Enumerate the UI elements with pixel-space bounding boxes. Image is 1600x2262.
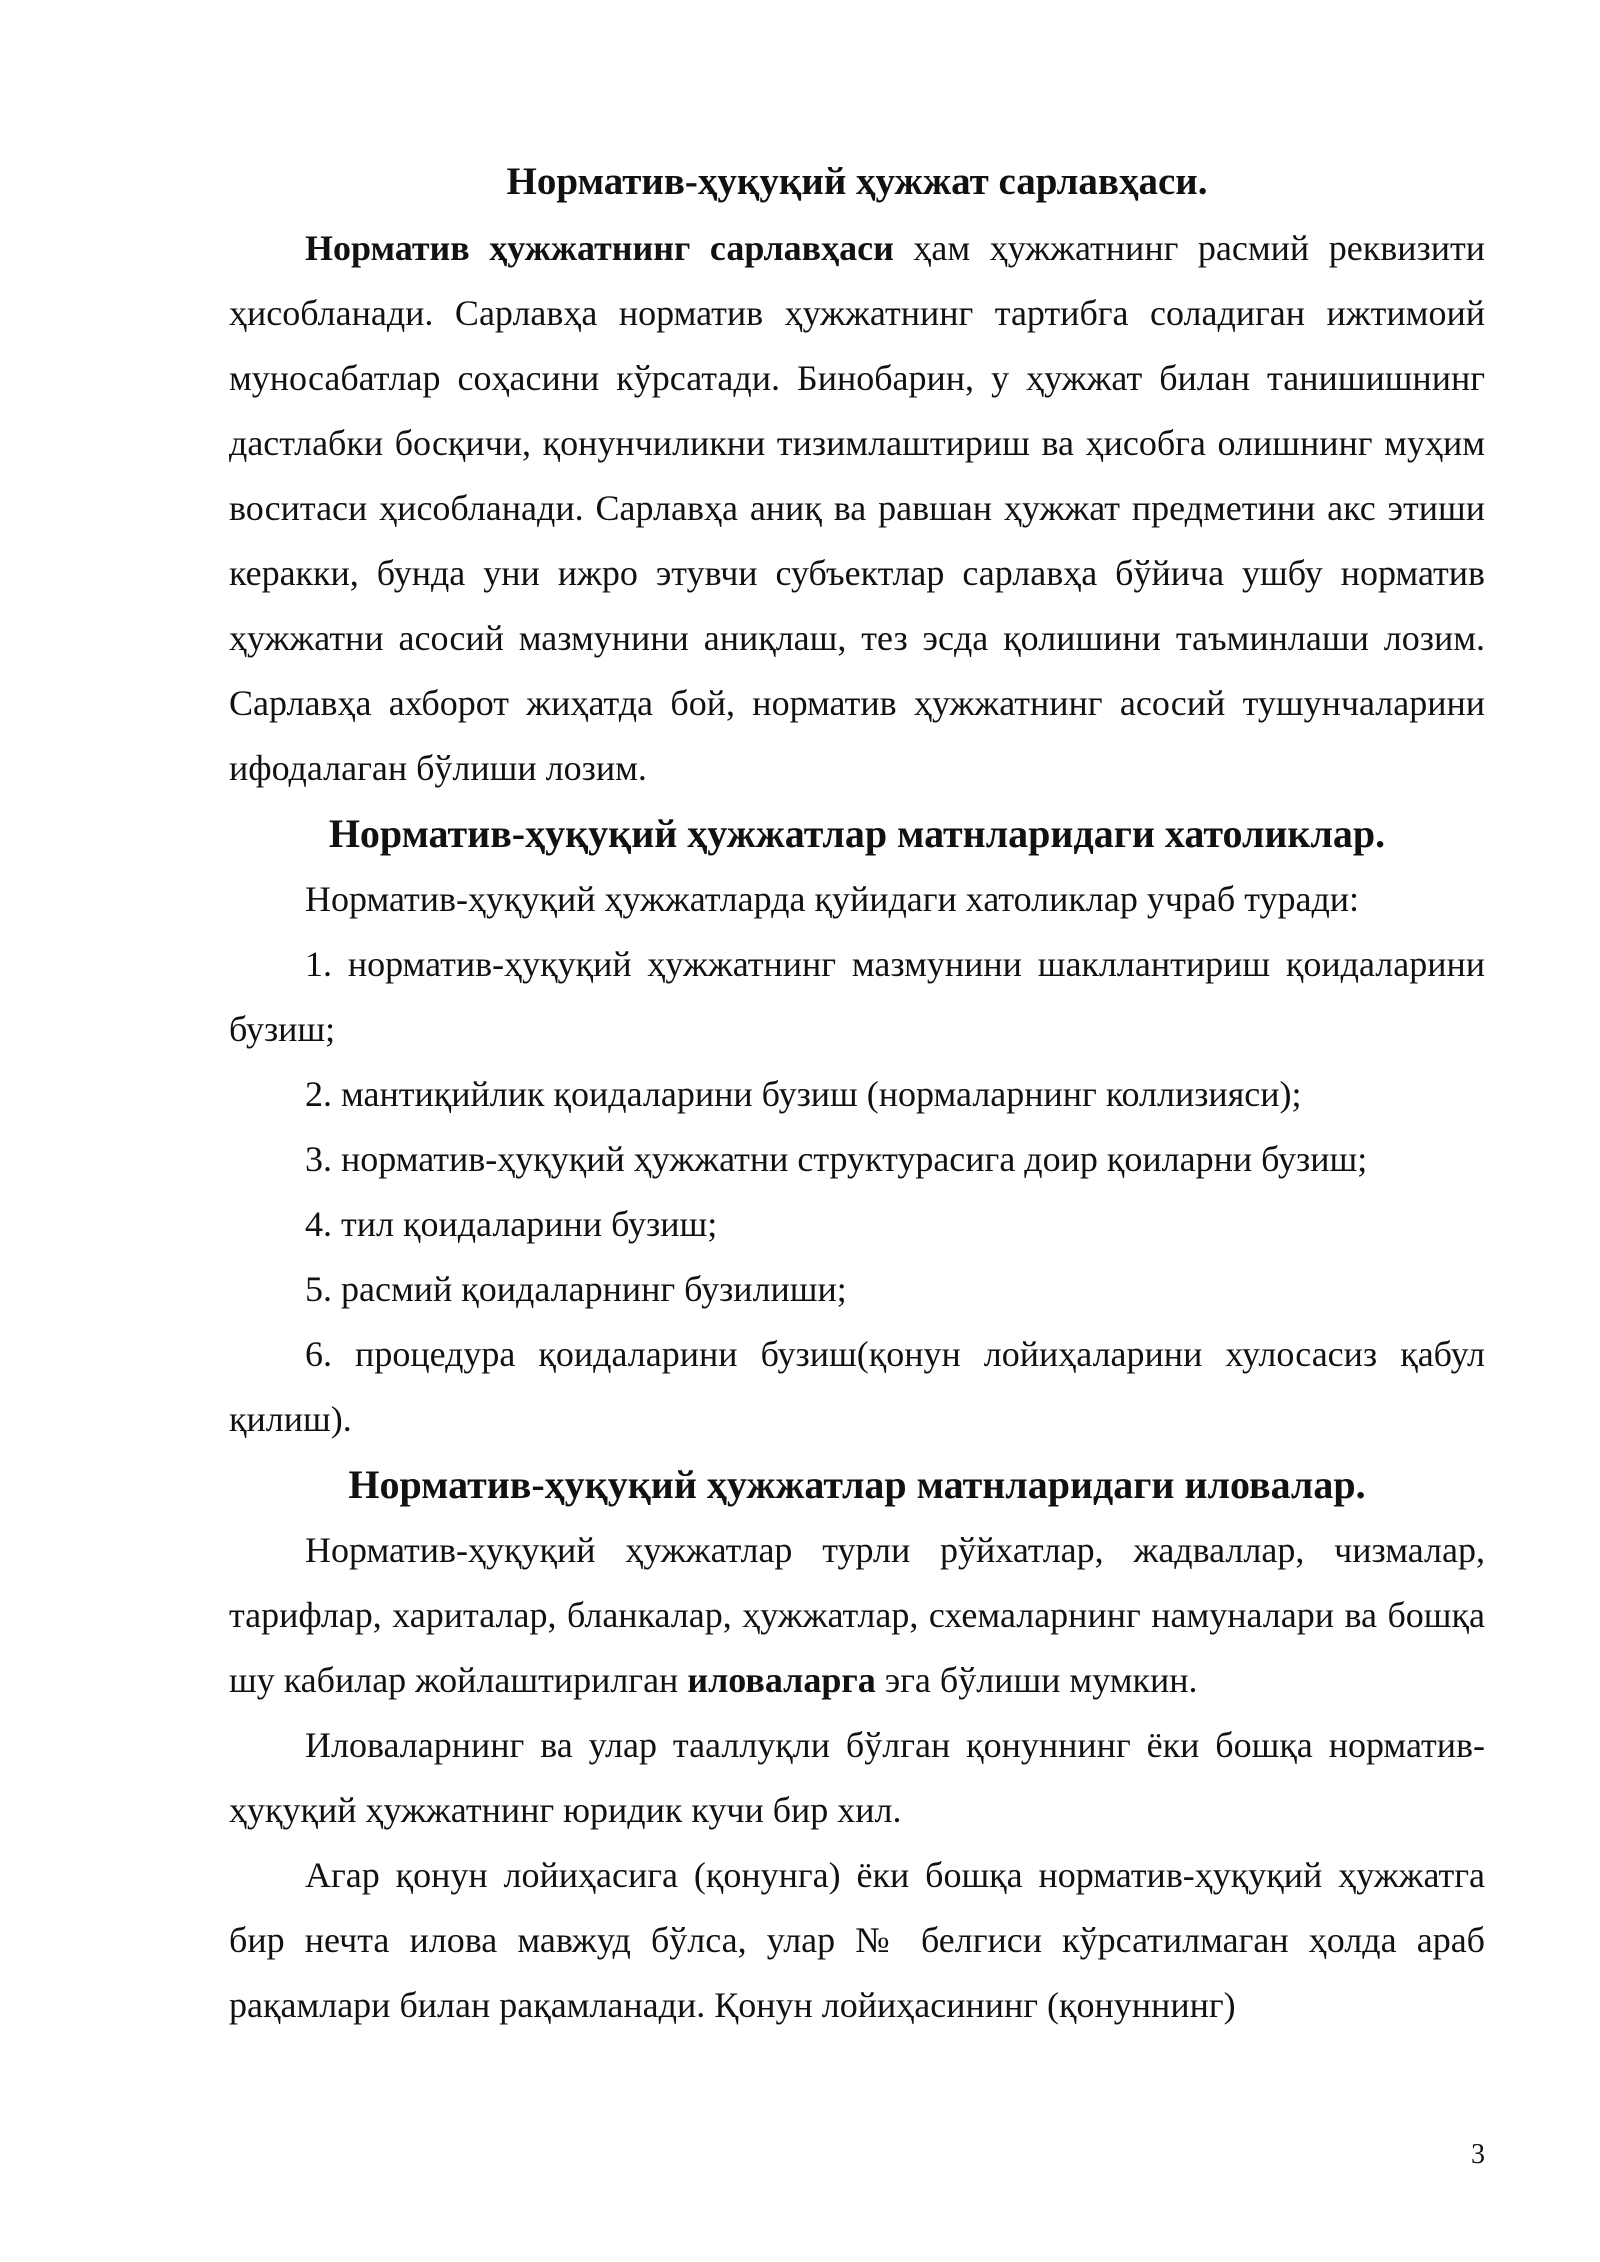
paragraph-appendices-1 xyxy=(229,1518,1485,1713)
document-body xyxy=(229,150,1485,2038)
list-item: 1. норматив-ҳуқуқий ҳужжатнинг мазмунини шакллантириш қоидаларини бузиш; xyxy=(229,944,1485,1049)
paragraph-errors-intro: Норматив-ҳуқуқий ҳужжатларда қуйидаги хатоликлар учраб туради: xyxy=(305,879,1360,919)
list-item: 5. расмий қоидаларнинг бузилиши; xyxy=(305,1269,847,1309)
section-heading-title: Норматив-ҳуқуқий ҳужжат сарлавҳаси. xyxy=(506,160,1208,203)
section-heading-appendices: Норматив-ҳуқуқий ҳужжатлар матнларидаги иловалар. xyxy=(348,1462,1366,1507)
paragraph-title-description xyxy=(229,216,1485,801)
paragraph-text: Норматив-ҳуқуқий ҳужжатлар турли рўйхатлар, жадваллар, чизмалар, тарифлар, хариталар, бланкалар, ҳужжатлар, схемаларнинг намуналари ва бошқа шу кабилар жойлаштирилган xyxy=(229,1530,1485,1700)
paragraph-text: ҳам ҳужжатнинг расмий реквизити ҳисобланади. Сарлавҳа норматив ҳужжатнинг тартибга соладиган ижтимоий муносабатлар соҳасини кўрсатади. Бинобарин, у ҳужжат билан танишишнинг дастлабки босқичи, қонунчиликни тизимлаштириш ва ҳисобга олишнинг муҳим воситаси ҳисобланади. Сарлавҳа аниқ ва равшан ҳужжат предметини акс этиши керакки, бунда уни ижро этувчи субъектлар сарлавҳа бўйича ушбу норматив ҳужжатни асосий мазмунини аниқлаш, тез эсда қолишини таъминлаши лозим. Сарлавҳа ахборот жиҳатда бой, норматив ҳужжатнинг асосий тушунчаларини ифодалаган бўлиши лозим. xyxy=(229,228,1485,788)
errors-list xyxy=(229,932,1485,1452)
bold-term: Норматив ҳужжатнинг сарлавҳаси xyxy=(305,228,894,268)
list-item: 6. процедура қоидаларини бузиш(қонун лойиҳаларини хулосасиз қабул қилиш). xyxy=(229,1334,1485,1439)
list-item: 4. тил қоидаларини бузиш; xyxy=(305,1204,718,1244)
list-item: 2. мантиқийлик қоидаларини бузиш (нормаларнинг коллизияси); xyxy=(305,1074,1302,1114)
paragraph-text: эга бўлиши мумкин. xyxy=(875,1660,1198,1700)
paragraph-appendices-3: Агар қонун лойиҳасига (қонунга) ёки бошқа норматив-ҳуқуқий ҳужжатга бир нечта илова мавжуд бўлса, улар № белгиси кўрсатилмаган ҳолда араб рақамлари билан рақамланади. Қонун лойиҳасининг (қонуннинг) xyxy=(229,1855,1485,2025)
list-item: 3. норматив-ҳуқуқий ҳужжатни структурасига доир қоиларни бузиш; xyxy=(305,1139,1368,1179)
bold-term: иловаларга xyxy=(687,1660,876,1700)
section-heading-errors: Норматив-ҳуқуқий ҳужжатлар матнларидаги хатоликлар. xyxy=(328,811,1386,856)
page-number: 3 xyxy=(1471,2139,1485,2170)
paragraph-appendices-2: Иловаларнинг ва улар тааллуқли бўлган қонуннинг ёки бошқа норматив-ҳуқуқий ҳужжатнинг юридик кучи бир хил. xyxy=(229,1725,1485,1830)
